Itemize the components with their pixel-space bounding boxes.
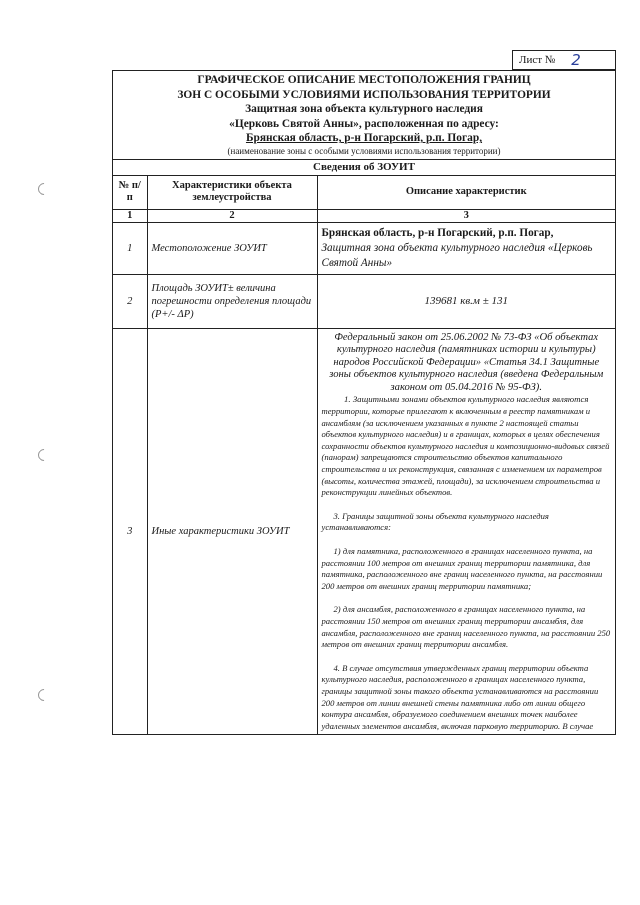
header-note: (наименование зоны с особыми условиями использования территории) [227, 145, 501, 156]
sheet-number-handwritten: 2 [571, 50, 581, 69]
table-row [113, 328, 615, 735]
article-item-3-1: 1) для памятника, расположенного в границах населенного пункта, на расстоянии 100 метров от внешних границ территории памятника, для памятника, расположенного вне границ населенного пункта, на расстоянии 200 метров от внешних границ территории памятника; [321, 546, 603, 591]
header-line-4: «Церковь Святой Анны», расположенная по адресу: [229, 117, 499, 130]
row-number: 2 [113, 274, 147, 328]
article-item-3-2: 2) для ансамбля, расположенного в границах населенного пункта, на расстоянии 150 метров от внешних границ территории ансамбля, для ансамбля, расположенного вне границ населенного пункта, на расстоянии 250 метров от внешних границ территории ансамбля. [321, 604, 611, 650]
location-italic: Защитная зона объекта культурного наследия «Церковь Святой Анны» [321, 241, 593, 269]
column-header-num: № п/п [113, 175, 147, 209]
law-reference: Федеральный закон от 25.06.2002 № 73-ФЗ «Об объектах культурного наследия (памятниках истории и культуры) народов Российской Федерации» «Статья 34.1 Защитные зоны объектов культурного наследия (введена Федеральным законом от 05.04.2016 № 95-ФЗ). [329, 331, 604, 393]
article-item-1-body: территории, которые прилегают к включенным в реестр памятникам и ансамблям (за исключением указанных в пункте 2 настоящей статьи объектов культурного наследия) и в границах, которых в целях обеспечения сохранности объектов культурного наследия и композиционно-видовых связей (панорам) запрещаются строительство объектов капитального строительства и их реконструкция, связанная с изменением их параметров (высоты, количества этажей, площади), за исключением строительства и реконструкции линейных объектов. [321, 406, 610, 498]
table-row [113, 274, 615, 328]
article-item-1-head: 1. Защитными зонами объектов культурного наследия являются [344, 394, 589, 405]
header-line-3: Защитная зона объекта культурного наследия [245, 103, 483, 115]
article-item-3: 3. Границы защитной зоны объекта культурного наследия устанавливаются: [321, 510, 549, 533]
row-value [317, 328, 615, 735]
row-number: 3 [113, 328, 147, 735]
binder-hole-mark [36, 181, 53, 198]
row-label: Иные характеристики ЗОУИТ [147, 328, 317, 735]
column-number: 1 [113, 209, 147, 222]
section-title: Сведения об ЗОУИТ [113, 159, 615, 175]
header-line-1: ГРАФИЧЕСКОЕ ОПИСАНИЕ МЕСТОПОЛОЖЕНИЯ ГРАНИЦ [197, 74, 531, 86]
row-number: 1 [113, 222, 147, 274]
area-value: 139681 кв.м ± 131 [317, 274, 615, 328]
column-number: 2 [147, 209, 317, 222]
column-number-row [113, 209, 615, 222]
sheet-number-box [512, 50, 616, 70]
document-header [113, 71, 615, 159]
table-row [113, 222, 615, 274]
binder-hole-mark [36, 687, 53, 704]
header-line-2: ЗОН С ОСОБЫМИ УСЛОВИЯМИ ИСПОЛЬЗОВАНИЯ ТЕРРИТОРИИ [177, 88, 551, 101]
sheet-label: Лист № [519, 54, 556, 66]
zone-info-table [113, 159, 615, 736]
article-item-4: 4. В случае отсутствия утвержденных границ территории объекта культурного наследия, расположенного в границах населенного пункта, границы защитной зоны такого объекта устанавливаются на расстоянии 200 метров от линии внешней стены памятника либо от линии общего контура ансамбля, образуемого соединением внешних точек наиболее удаленных элементов ансамбля, включая парковую территорию. В случае [321, 662, 599, 731]
row-value [317, 222, 615, 274]
row-label: Площадь ЗОУИТ± величина погрешности определения площади (Р+/- ΔР) [147, 274, 317, 328]
binder-hole-mark [36, 447, 53, 464]
header-address: Брянская область, р-н Погарский, р.п. Погар, [245, 132, 483, 144]
column-number: 3 [317, 209, 615, 222]
column-header-description: Описание характеристик [317, 175, 615, 209]
column-header-characteristic: Характеристики объекта землеустройства [147, 175, 317, 209]
location-bold: Брянская область, р-н Погарский, р.п. Погар, [321, 226, 554, 239]
document-frame [112, 70, 616, 735]
row-label: Местоположение ЗОУИТ [147, 222, 317, 274]
table-header-row [113, 175, 615, 209]
